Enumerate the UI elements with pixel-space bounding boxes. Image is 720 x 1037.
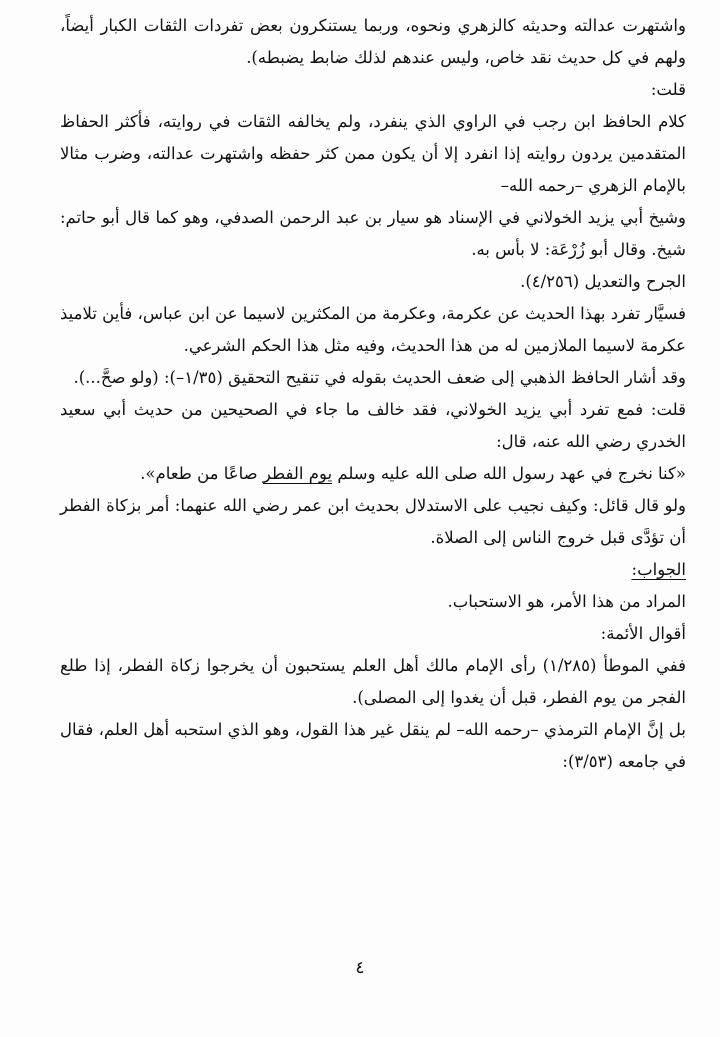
paragraph-question: ولو قال قائل: وكيف نجيب على الاستدلال بحديث ابن عمر رضي الله عنهما: أمر بزكاة الفطر أن تؤدَّى قبل خروج الناس إلى الصلاة. <box>60 496 686 547</box>
paragraph-sayyar: فسيَّار تفرد بهذا الحديث عن عكرمة، وعكرمة من المكثرين لاسيما عن ابن عباس، فأين تلاميذ عكرمة لاسيما الملازمين له من هذا الحديث، وفيه مثل هذا الحكم الشرعي. <box>60 304 686 355</box>
paragraph-qult-2: قلت: فمع تفرد أبي يزيد الخولاني، فقد خالف ما جاء في الصحيحين من حديث أبي سعيد الخدري رضي الله عنه، قال: <box>60 400 686 451</box>
hadith-quote <box>60 458 686 490</box>
quote-after: صاعًا من طعام». <box>140 464 263 483</box>
paragraph-tirmidhi: بل إنَّ الإمام الترمذي –رحمه الله– لم ينقل غير هذا القول، وهو الذي استحبه أهل العلم، فقال في جامعه (٣/٥٣): <box>60 720 686 771</box>
document-body <box>60 10 686 778</box>
heading-qult-1: قلت: <box>650 80 686 99</box>
heading-imams: أقوال الأئمة: <box>600 624 686 643</box>
paragraph-answer: المراد من هذا الأمر، هو الاستحباب. <box>447 592 686 611</box>
citation-jarh: الجرح والتعديل (٤/٢٥٦). <box>520 272 686 291</box>
page-number: ٤ <box>355 958 365 978</box>
paragraph-sheikh: وشيخ أبي يزيد الخولاني في الإسناد هو سيار بن عبد الرحمن الصدفي، وهو كما قال أبو حاتم: شيخ. وقال أبو زُرْعَة: لا بأس به. <box>60 208 686 259</box>
answer-heading-text: الجواب: <box>631 560 686 579</box>
paragraph-1: واشتهرت عدالته وحديثه كالزهري ونحوه، وربما يستنكرون بعض تفردات الثقات الكبار أيضاً، ولهم في كل حديث نقد خاص، وليس عندهم لذلك ضابط يضبطه). <box>60 16 686 67</box>
paragraph-muwatta: ففي الموطأ (١/٢٨٥) رأى الإمام مالك أهل العلم يستحبون أن يخرجوا زكاة الفطر، إذا طلع الفجر من يوم الفطر، قبل أن يغدوا إلى المصلى). <box>60 656 686 707</box>
answer-heading <box>60 554 686 586</box>
quote-before: «كنا نخرج في عهد رسول الله صلى الله عليه وسلم <box>332 464 686 483</box>
quote-underlined: يوم الفطر <box>262 464 333 483</box>
paragraph-dhahabi: وقد أشار الحافظ الذهبي إلى ضعف الحديث بقوله في تنقيح التحقيق (١/٣٥–): (ولو صحَّ...). <box>73 368 686 387</box>
paragraph-ibn-rajab: كلام الحافظ ابن رجب في الراوي الذي ينفرد، ولم يخالفه الثقات في روايته، فأكثر الحفاظ المتقدمين يردون روايته إذا انفرد إلا أن يكون ممن كثر حفظه واشتهرت عدالته، وضرب مثالا بالإمام الزهري –رحمه الله– <box>60 112 686 195</box>
